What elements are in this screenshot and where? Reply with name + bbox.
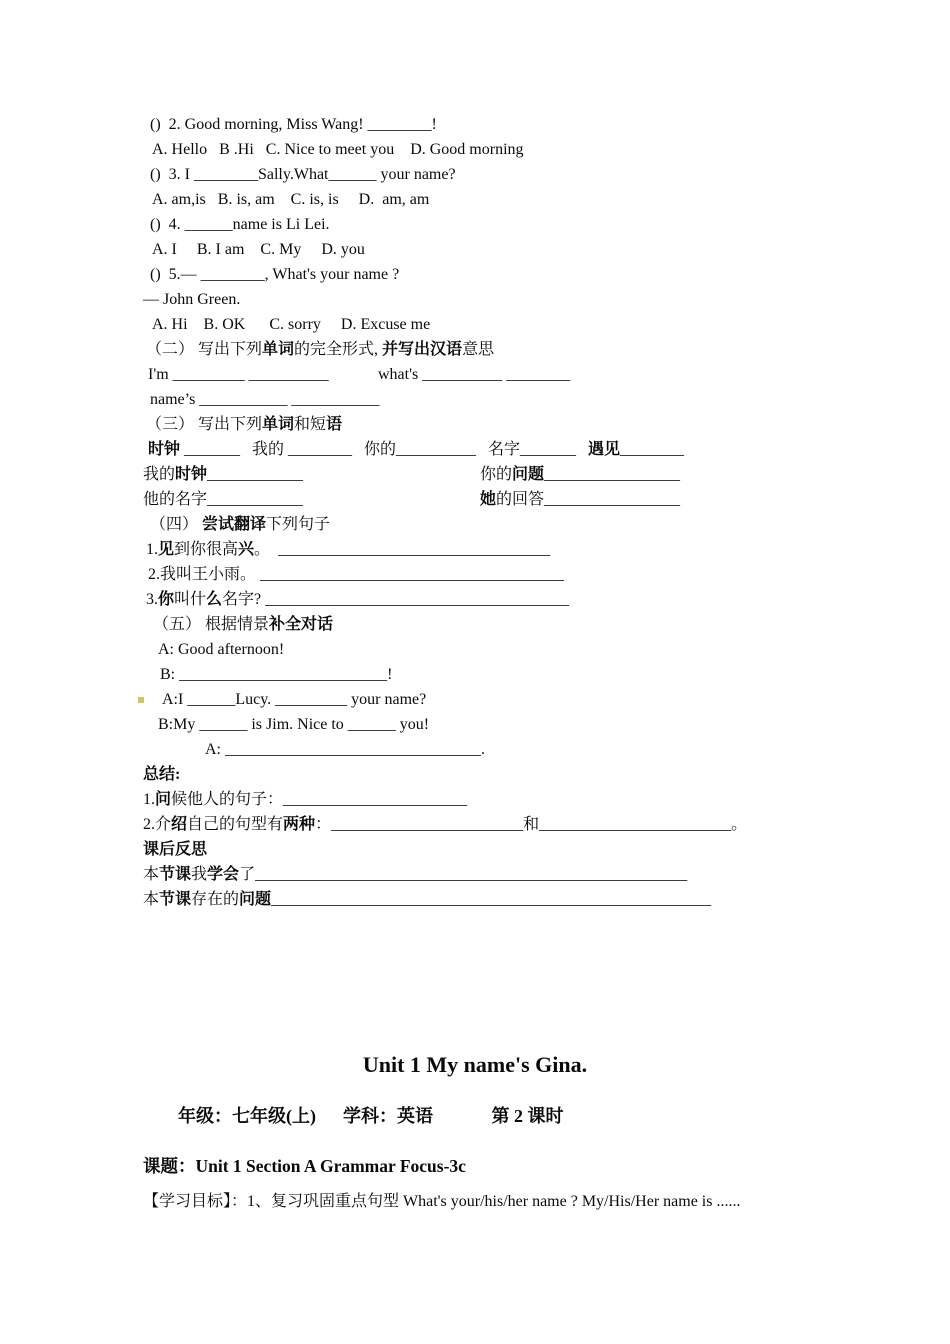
lesson-topic-line: 课题：Unit 1 Section A Grammar Focus-3c (143, 1156, 466, 1176)
unit-title: Unit 1 My name's Gina. (362, 1052, 588, 1077)
worksheet-line: 课后反思 (143, 841, 208, 858)
worksheet-line: 总结: (143, 766, 181, 783)
worksheet-line: （四） 尝试翻译下列句子 (150, 516, 331, 533)
worksheet-line: A. am,is B. is, am C. is, is D. am, am (152, 191, 430, 208)
worksheet-line: A. Hello B .Hi C. Nice to meet you D. Good morning (152, 141, 524, 158)
worksheet-line: — John Green. (143, 291, 241, 308)
highlight-dot (138, 697, 144, 703)
worksheet-line: 2.我叫王小雨。 ______________________________________ (148, 566, 565, 583)
worksheet-line: 他的名字____________ 她 的回答 _________________ (143, 491, 680, 508)
grade-subject-period-line: 年级：七年级(上) 学科：英语 第 2 课时 (178, 1106, 564, 1126)
worksheet-line: 时钟 _______ 我的 ________ 你的__________ 名字_______ 遇见________ (148, 441, 685, 458)
worksheet-line: B:My ______ is Jim. Nice to ______ you! (158, 716, 430, 733)
worksheet-line: （三） 写出下列单词和短语 (146, 416, 343, 433)
worksheet-line: 我的时钟____________ 你的 问题 _________________ (143, 466, 680, 483)
worksheet-line: () 3. I ________Sally.What______ your name? (150, 166, 456, 183)
worksheet-line: I'm _________ __________ what's __________ ________ (148, 366, 571, 383)
worksheet-line: name’s ___________ ___________ (150, 391, 380, 408)
worksheet-line: A. I B. I am C. My D. you (152, 241, 365, 258)
worksheet-line: 2.介绍自己的句型有两种：________________________和________________________。 (143, 816, 748, 833)
worksheet-line: () 2. Good morning, Miss Wang! ________! (150, 116, 437, 133)
worksheet-line: A. Hi B. OK C. sorry D. Excuse me (152, 316, 431, 333)
worksheet-line: （二） 写出下列单词的完全形式, 并写出汉语意思 (146, 341, 495, 358)
worksheet-line: （五） 根据情景补全对话 (153, 616, 334, 633)
worksheet-line: 1.问候他人的句子：_______________________ (143, 791, 468, 808)
worksheet-line: 本节课存在的问题_______________________________________________________ (143, 891, 712, 908)
worksheet-line: A: ________________________________. (205, 741, 485, 758)
worksheet-line: 3.你叫什么名字? ______________________________________ (146, 591, 570, 608)
worksheet-line: () 4. ______name is Li Lei. (150, 216, 330, 233)
worksheet-line: A:I ______Lucy. _________ your name? (162, 691, 427, 708)
worksheet-line: 1.见到你很高兴。 __________________________________ (146, 541, 551, 558)
worksheet-line: 本节课我学会了______________________________________________________ (143, 866, 688, 883)
learning-objective-line: 【学习目标】：1、复习巩固重点句型 What's your/his/her name ? My/His/Her name is ...... (143, 1193, 741, 1210)
worksheet-line: B: __________________________! (160, 666, 393, 683)
worksheet-line: A: Good afternoon! (158, 641, 285, 658)
worksheet-line: () 5.— ________, What's your name ? (150, 266, 400, 283)
